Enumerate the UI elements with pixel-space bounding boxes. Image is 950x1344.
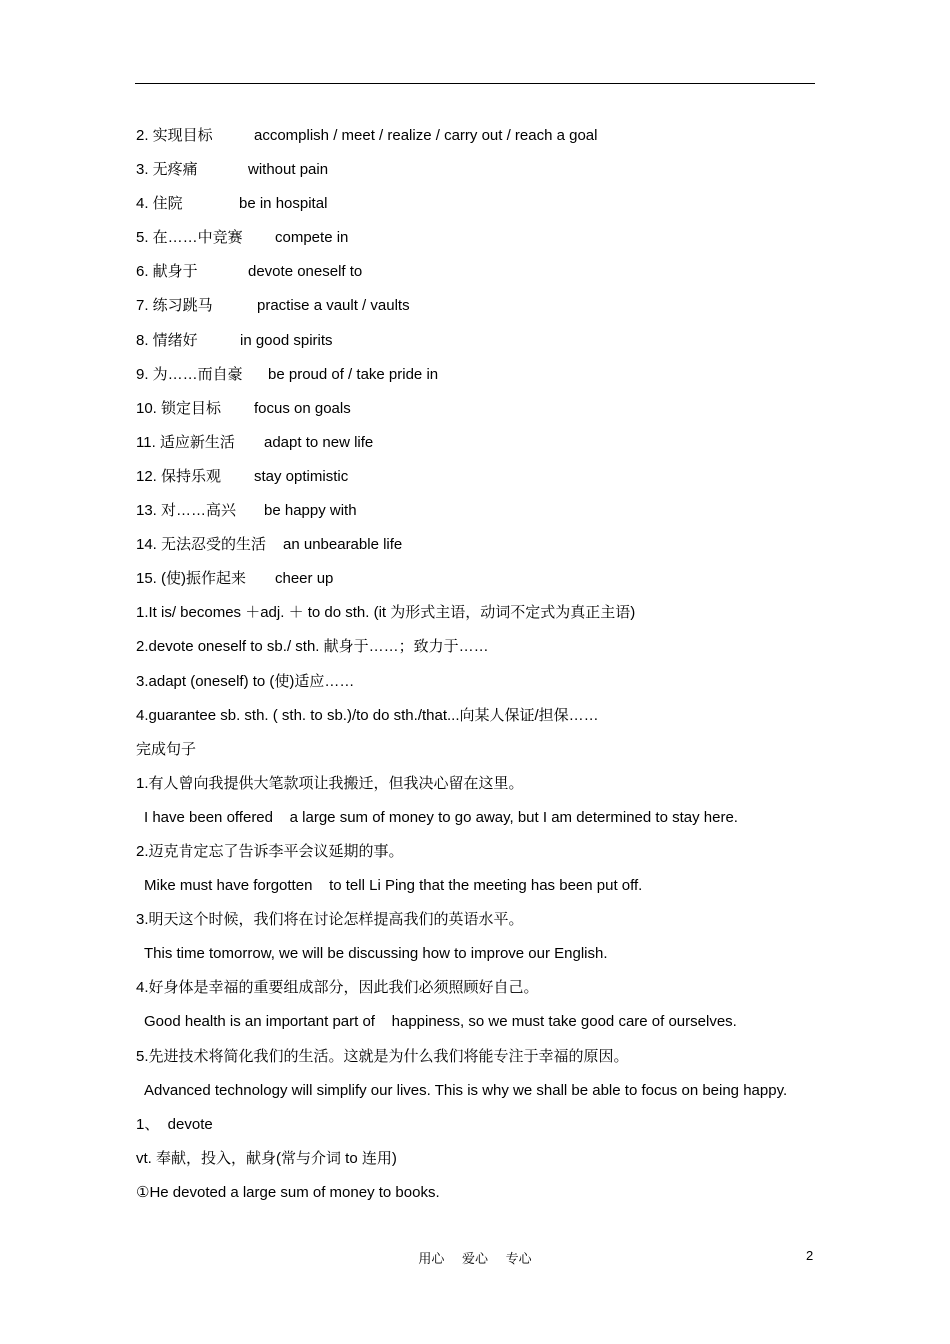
sentence-cn: 3.明天这个时候，我们将在讨论怎样提高我们的英语水平。 bbox=[136, 911, 524, 929]
phrase-cn: 10. 锁定目标 bbox=[136, 399, 222, 417]
section-title: 完成句子 bbox=[136, 740, 197, 758]
phrase-en: adapt to new life bbox=[264, 433, 374, 451]
phrase-cn: 3. 无疼痛 bbox=[136, 161, 198, 179]
phrase-en: accomplish / meet / realize / carry out / reach a goal bbox=[254, 127, 598, 144]
phrase-cn: 7. 练习跳马 bbox=[136, 297, 213, 315]
phrase-en: be proud of / take pride in bbox=[268, 365, 439, 383]
structure-item: 1.It is/ becomes ＋adj. ＋ to do sth. (it 为形式主语，动词不定式为真正主语) bbox=[136, 604, 636, 622]
phrase-item bbox=[136, 398, 836, 432]
structure-item: 3.adapt (oneself) to (使)适应…… bbox=[136, 672, 355, 690]
phrase-en: without pain bbox=[248, 161, 329, 179]
phrase-en: cheer up bbox=[275, 570, 334, 588]
phrase-en: compete in bbox=[275, 229, 349, 247]
phrase-en: devote oneself to bbox=[248, 263, 363, 281]
sentence-en: Good health is an important part of happiness, so we must take good care of ourselves. bbox=[144, 1013, 737, 1031]
phrase-item bbox=[136, 432, 836, 466]
phrase-en: focus on goals bbox=[254, 399, 351, 417]
phrase-item bbox=[136, 568, 836, 602]
phrase-item bbox=[136, 261, 836, 295]
word-heading: 1、 devote bbox=[136, 1115, 213, 1133]
phrase-cn: 5. 在……中竞赛 bbox=[136, 229, 243, 247]
sentence-cn: 2.迈克肯定忘了告诉李平会议延期的事。 bbox=[136, 842, 404, 860]
phrase-cn: 15. (使)振作起来 bbox=[136, 570, 247, 588]
phrase-en: an unbearable life bbox=[283, 536, 403, 554]
page-number: 2 bbox=[806, 1248, 814, 1263]
phrase-en: be happy with bbox=[264, 502, 357, 520]
structure-item: 2.devote oneself to sb./ sth. 献身于……；致力于…… bbox=[136, 638, 489, 656]
phrase-cn: 2. 实现目标 bbox=[136, 127, 213, 144]
phrase-cn: 4. 住院 bbox=[136, 195, 183, 213]
sentence-cn: 4.好身体是幸福的重要组成部分，因此我们必须照顾好自己。 bbox=[136, 979, 539, 997]
phrase-cn: 14. 无法忍受的生活 bbox=[136, 536, 267, 554]
phrase-cn: 11. 适应新生活 bbox=[136, 433, 235, 451]
sentence-en: Mike must have forgotten to tell Li Ping that the meeting has been put off. bbox=[144, 877, 643, 895]
phrase-item bbox=[136, 227, 836, 261]
phrase-cn: 8. 情绪好 bbox=[136, 331, 198, 349]
phrase-item bbox=[136, 295, 836, 329]
sentence-en: Advanced technology will simplify our lives. This is why we shall be able to focus on being happy. bbox=[144, 1081, 788, 1099]
phrase-cn: 9. 为……而自豪 bbox=[136, 365, 243, 383]
footer-motto: 用心 爱心 专心 bbox=[418, 1251, 532, 1266]
phrase-cn: 12. 保持乐观 bbox=[136, 467, 222, 485]
phrase-item bbox=[136, 500, 836, 534]
phrase-cn: 13. 对……高兴 bbox=[136, 502, 237, 520]
phrase-cn: 6. 献身于 bbox=[136, 263, 198, 281]
word-definition: vt. 奉献，投入，献身(常与介词 to 连用) bbox=[136, 1149, 397, 1167]
word-example: ①He devoted a large sum of money to books. bbox=[136, 1183, 440, 1201]
sentence-en: I have been offered a large sum of money to go away, but I am determined to stay here. bbox=[144, 808, 738, 826]
sentence-en: This time tomorrow, we will be discussing how to improve our English. bbox=[144, 945, 608, 963]
phrase-item bbox=[136, 534, 836, 568]
header-rule bbox=[135, 83, 815, 84]
phrase-item bbox=[136, 466, 836, 500]
phrase-item bbox=[136, 193, 836, 227]
document-body bbox=[136, 125, 836, 1216]
phrase-item bbox=[136, 159, 836, 193]
phrase-en: in good spirits bbox=[240, 331, 333, 349]
phrase-item bbox=[136, 364, 836, 398]
sentence-cn: 1.有人曾向我提供大笔款项让我搬迁，但我决心留在这里。 bbox=[136, 774, 524, 792]
phrase-en: practise a vault / vaults bbox=[257, 297, 410, 315]
page-footer bbox=[0, 1248, 950, 1268]
phrase-item bbox=[136, 125, 836, 159]
phrase-en: be in hospital bbox=[239, 195, 328, 213]
sentence-cn: 5.先进技术将简化我们的生活。这就是为什么我们将能专注于幸福的原因。 bbox=[136, 1047, 629, 1065]
structure-item: 4.guarantee sb. sth. ( sth. to sb.)/to do sth./that...向某人保证/担保…… bbox=[136, 706, 599, 724]
phrase-item bbox=[136, 330, 836, 364]
phrase-en: stay optimistic bbox=[254, 467, 349, 485]
